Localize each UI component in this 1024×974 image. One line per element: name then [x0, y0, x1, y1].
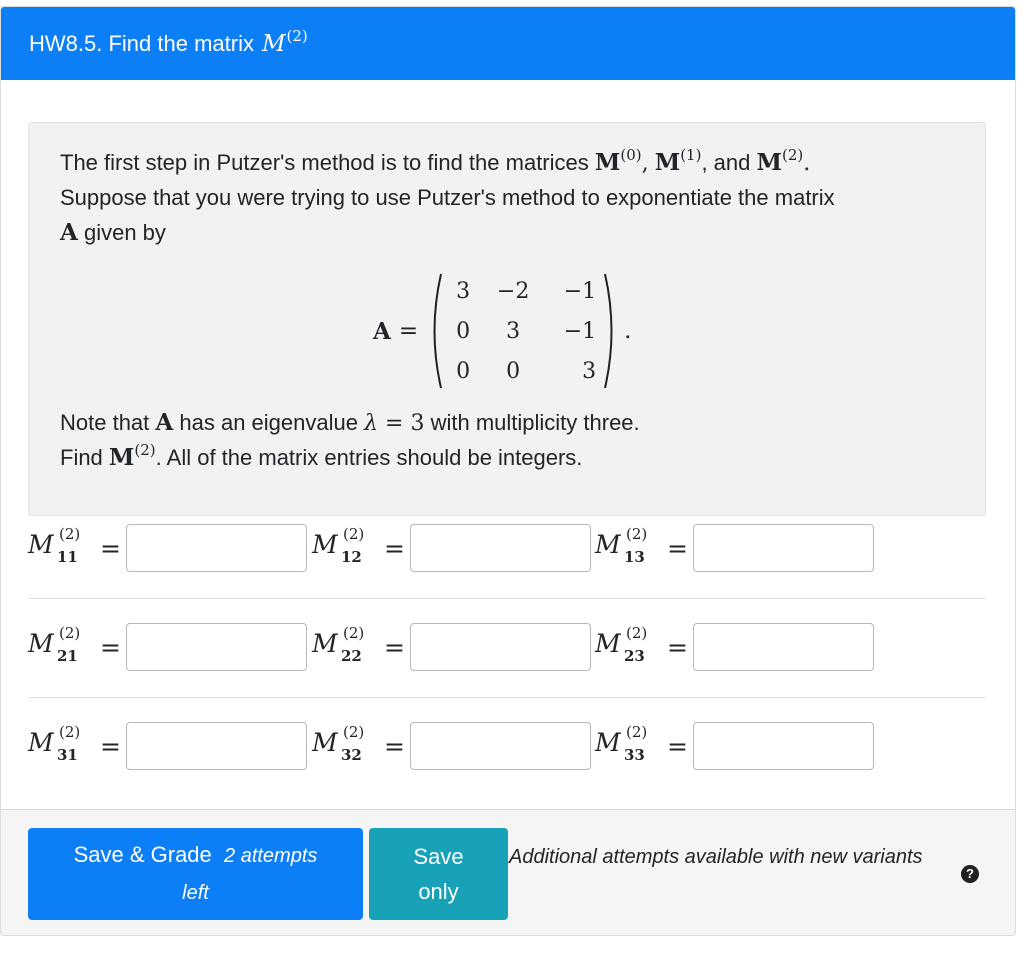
entry-subscript: 32	[341, 746, 362, 764]
matrix-a-entries	[444, 271, 602, 391]
matrix-a-entry-23: −1	[563, 318, 597, 344]
entry-equals: =	[667, 731, 688, 761]
note-prefix: Note that	[60, 410, 150, 435]
answer-cell	[595, 622, 874, 672]
entry-superscript: (2)	[343, 624, 365, 642]
matrix-a-entry-33: 3	[582, 358, 597, 384]
answer-row	[28, 523, 986, 573]
find-matrix-symbol: M	[108, 444, 135, 471]
answer-input-m23[interactable]	[693, 623, 874, 671]
matrix-a-equals: =	[398, 318, 419, 344]
entry-label-m33	[595, 721, 667, 771]
answer-input-m11[interactable]	[126, 524, 307, 572]
entry-superscript: (2)	[59, 525, 81, 543]
matrix-a-period: .	[624, 318, 632, 344]
find-line	[60, 440, 582, 478]
answer-input-m22[interactable]	[410, 623, 591, 671]
entry-equals: =	[384, 731, 405, 761]
find-matrix-superscript: (2)	[134, 441, 156, 459]
separator-comma: ,	[641, 151, 649, 176]
left-paren-icon	[426, 272, 444, 390]
matrix-a-entry-13: −1	[563, 278, 597, 304]
entry-label-m32	[312, 721, 384, 771]
note-lambda: λ	[364, 411, 379, 436]
entry-symbol: M	[595, 530, 621, 559]
entry-subscript: 21	[57, 647, 78, 665]
question-line-2: Suppose that you were trying to use Putzer's method to exponentiate the matrix	[60, 185, 835, 210]
question-body	[28, 122, 986, 516]
answer-cell	[312, 622, 591, 672]
header-title-var-symbol: M	[261, 30, 286, 57]
entry-symbol: M	[595, 629, 621, 658]
matrix-a-entry-31: 0	[456, 358, 471, 384]
note-line	[60, 405, 640, 441]
row-divider	[28, 598, 986, 599]
entry-symbol: M	[28, 629, 54, 658]
matrix-a-entry-11: 3	[456, 278, 471, 304]
right-paren-icon	[602, 272, 620, 390]
matrix-a-entry-22: 3	[506, 318, 521, 344]
matrix-m0-symbol: M	[594, 149, 621, 176]
entry-equals: =	[100, 632, 121, 662]
answer-input-m13[interactable]	[693, 524, 874, 572]
header-title: HW8.5. Find the matrix	[29, 30, 254, 56]
answer-input-m32[interactable]	[410, 722, 591, 770]
entry-equals: =	[100, 533, 121, 563]
note-end: with multiplicity three.	[424, 410, 640, 435]
answer-cell	[312, 721, 591, 771]
answer-cell	[28, 721, 307, 771]
header-title-variable	[261, 26, 308, 57]
entry-superscript: (2)	[343, 525, 365, 543]
entry-label-m22	[312, 622, 384, 672]
matrix-a-entry-12: −2	[496, 278, 530, 304]
note-matrix-a: A	[155, 409, 174, 436]
question-line-1-text: The first step in Putzer's method is to find the matrices	[60, 150, 589, 175]
entry-equals: =	[384, 632, 405, 662]
answer-cell	[28, 523, 307, 573]
sentence-period: .	[803, 151, 811, 176]
entry-subscript: 13	[624, 548, 645, 566]
entry-subscript: 12	[341, 548, 362, 566]
attempts-left-label-2: left	[182, 882, 209, 904]
entry-superscript: (2)	[626, 624, 648, 642]
header-title-var-superscript: (2)	[286, 26, 308, 45]
answer-input-m12[interactable]	[410, 524, 591, 572]
note-mid: has an eigenvalue	[173, 410, 358, 435]
matrix-m2-symbol: M	[756, 149, 782, 176]
save-only-label-2: only	[418, 879, 459, 904]
question-line-1	[60, 145, 810, 183]
entry-label-m23	[595, 622, 667, 672]
answer-input-m31[interactable]	[126, 722, 307, 770]
separator-and: , and	[701, 150, 751, 175]
entry-subscript: 22	[341, 647, 362, 665]
question-circle-icon[interactable]: ?	[961, 865, 979, 883]
entry-symbol: M	[595, 728, 621, 757]
row-divider	[28, 697, 986, 698]
entry-subscript: 23	[624, 647, 645, 665]
question-card	[0, 6, 1016, 936]
submission-footer	[1, 809, 1015, 936]
additional-attempts-note: Additional attempts available with new variants	[509, 846, 923, 868]
find-end: . All of the matrix entries should be integers.	[155, 445, 583, 470]
note-eigenvalue: = 3	[378, 411, 425, 436]
matrix-m1-superscript: (1)	[680, 146, 702, 164]
matrix-a-entry-21: 0	[456, 318, 471, 344]
entry-symbol: M	[28, 530, 54, 559]
entry-symbol: M	[312, 629, 338, 658]
find-prefix: Find	[60, 445, 103, 470]
save-and-grade-button[interactable]	[28, 828, 363, 920]
matrix-m2-superscript: (2)	[781, 146, 804, 164]
matrix-a-lhs: A	[373, 317, 391, 345]
answer-cell	[595, 721, 874, 771]
matrix-m0-superscript: (0)	[620, 146, 642, 164]
entry-superscript: (2)	[343, 723, 365, 741]
entry-equals: =	[100, 731, 121, 761]
matrix-m1-symbol: M	[654, 149, 681, 176]
entry-superscript: (2)	[59, 723, 81, 741]
entry-subscript: 33	[624, 746, 645, 764]
answer-cell	[595, 523, 874, 573]
entry-symbol: M	[28, 728, 54, 757]
matrix-a-equation	[373, 265, 631, 397]
entry-label-m12	[312, 523, 384, 573]
question-line-3	[60, 215, 166, 250]
answer-cell	[312, 523, 591, 573]
entry-symbol: M	[312, 530, 338, 559]
entry-superscript: (2)	[626, 723, 648, 741]
save-only-button[interactable]	[369, 828, 508, 920]
answer-input-m33[interactable]	[693, 722, 874, 770]
answer-input-m21[interactable]	[126, 623, 307, 671]
entry-equals: =	[667, 533, 688, 563]
matrix-a-symbol: A	[60, 219, 78, 246]
matrix-a-entry-32: 0	[506, 358, 521, 384]
answer-row	[28, 622, 986, 672]
save-only-label: Save	[413, 844, 464, 869]
entry-label-m31	[28, 721, 100, 771]
entry-superscript: (2)	[626, 525, 648, 543]
entry-label-m21	[28, 622, 100, 672]
question-header	[1, 7, 1015, 80]
entry-superscript: (2)	[59, 624, 81, 642]
entry-equals: =	[384, 533, 405, 563]
entry-equals: =	[667, 632, 688, 662]
entry-label-m11	[28, 523, 100, 573]
answer-row	[28, 721, 986, 771]
answer-cell	[28, 622, 307, 672]
save-and-grade-label: Save & Grade	[73, 842, 212, 867]
entry-symbol: M	[312, 728, 338, 757]
entry-label-m13	[595, 523, 667, 573]
entry-subscript: 11	[57, 548, 78, 566]
attempts-left-label: 2 attempts	[224, 845, 318, 867]
entry-subscript: 31	[57, 746, 78, 764]
question-line-3-text: given by	[77, 220, 166, 245]
